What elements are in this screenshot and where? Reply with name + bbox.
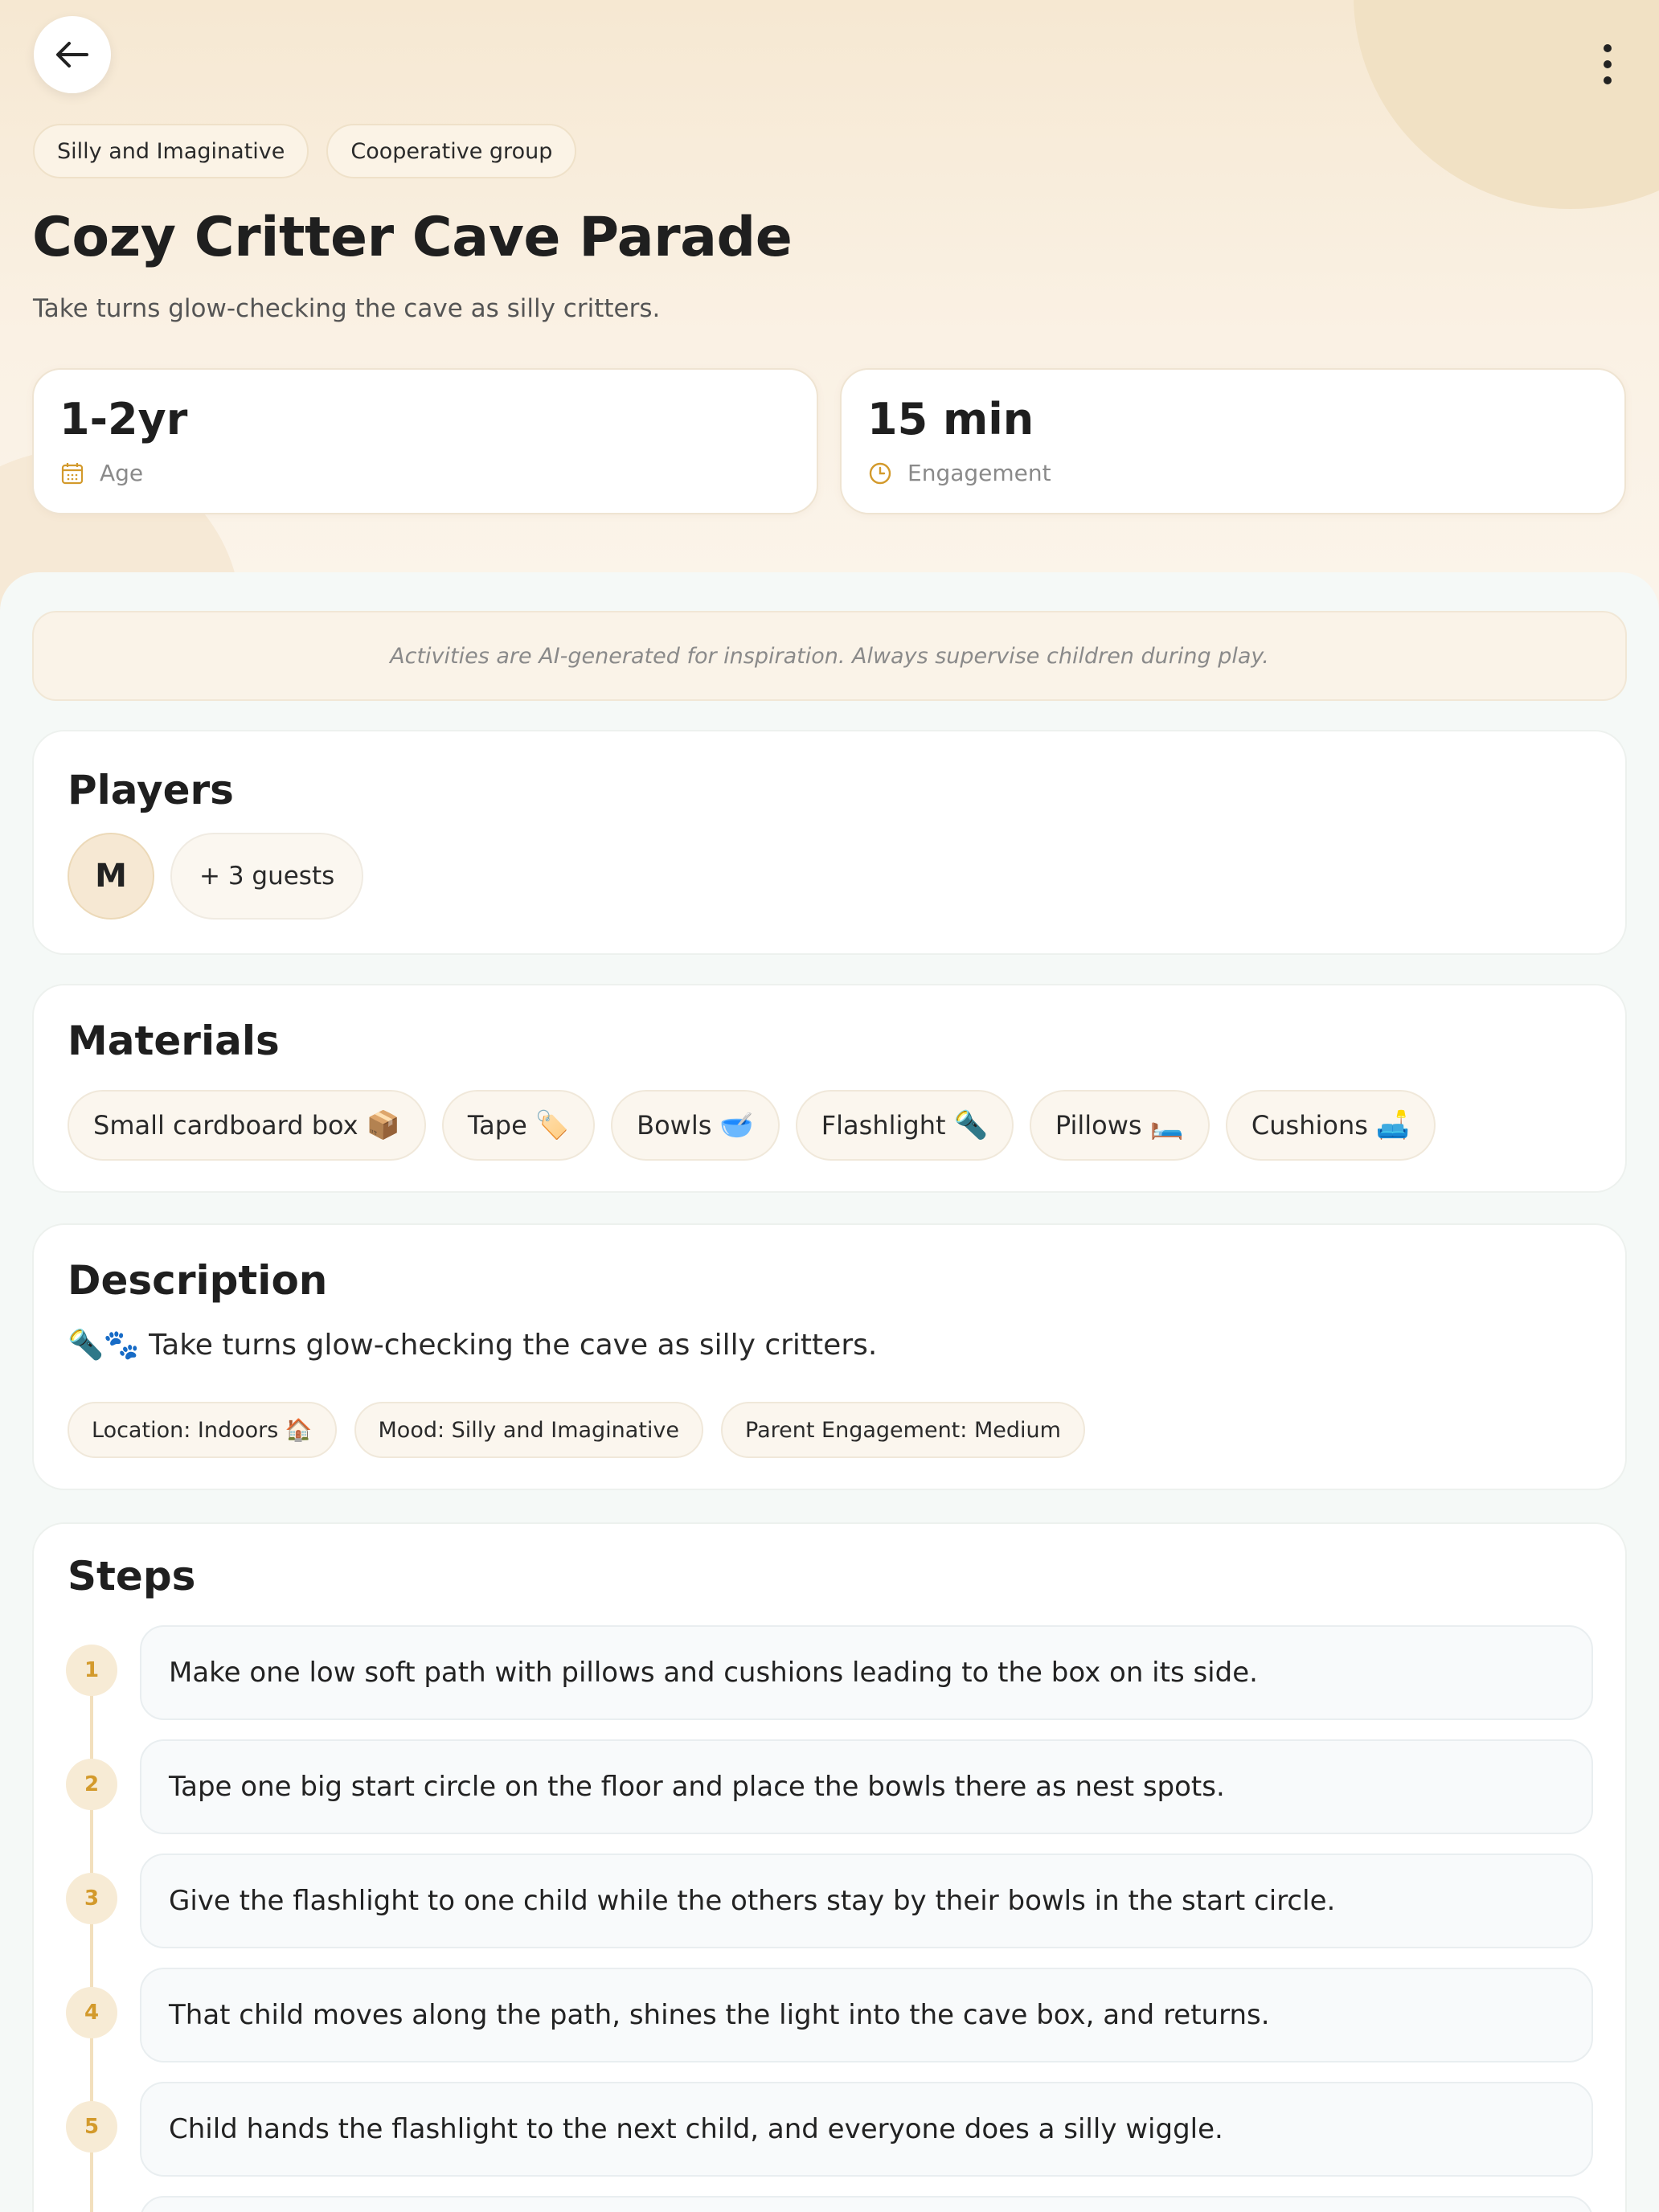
age-value: 1-2yr	[59, 394, 188, 444]
flashlight-paw-icon: 🔦🐾	[68, 1329, 140, 1362]
flashlight-icon: 🔦	[953, 1109, 988, 1141]
calendar-icon	[59, 461, 85, 486]
tag-mood: Silly and Imaginative	[33, 124, 309, 178]
box-icon: 📦	[366, 1109, 400, 1141]
description-text: Take turns glow-checking the cave as silly critters.	[149, 1329, 878, 1362]
steps-heading: Steps	[68, 1553, 196, 1600]
description-card	[32, 1223, 1627, 1490]
tag-group: Cooperative group	[326, 124, 576, 178]
tape-icon: 🏷️	[535, 1109, 570, 1141]
engagement-value: 15 min	[867, 394, 1034, 444]
bed-icon: 🛏️	[1149, 1109, 1184, 1141]
material-label: Bowls	[637, 1110, 712, 1141]
step-number: 3	[66, 1873, 117, 1924]
guests-chip[interactable]: + 3 guests	[170, 833, 363, 920]
material-label: Flashlight	[821, 1110, 946, 1141]
description-text-row	[68, 1328, 877, 1362]
ai-disclaimer: Activities are AI-generated for inspiration. Always supervise children during play.	[32, 611, 1627, 701]
meta-location: Location: Indoors 🏠	[68, 1402, 337, 1458]
step-item: Tape one big start circle on the floor and place the bowls there as nest spots.	[140, 1739, 1593, 1834]
step-number: 1	[66, 1645, 117, 1696]
more-vertical-icon	[1601, 43, 1614, 85]
material-label: Cushions	[1251, 1110, 1368, 1141]
material-chip	[1226, 1090, 1436, 1161]
page-title: Cozy Critter Cave Parade	[32, 206, 793, 269]
couch-icon: 🛋️	[1375, 1109, 1411, 1141]
material-label: Small cardboard box	[93, 1110, 358, 1141]
clock-icon	[867, 461, 893, 486]
activity-tags	[33, 124, 576, 178]
arrow-left-icon	[51, 34, 93, 76]
engagement-label: Engagement	[907, 460, 1051, 486]
materials-heading: Materials	[68, 1018, 280, 1064]
age-stat-card	[32, 368, 818, 514]
players-card	[32, 730, 1627, 955]
materials-list	[68, 1090, 1436, 1161]
players-heading: Players	[68, 767, 234, 813]
meta-mood: Mood: Silly and Imaginative	[354, 1402, 704, 1458]
step-item: Child hands the flashlight to the next child, and everyone does a silly wiggle.	[140, 2082, 1593, 2177]
page-subtitle: Take turns glow-checking the cave as silly critters.	[33, 294, 661, 323]
material-chip	[1030, 1090, 1210, 1161]
meta-parent-engagement: Parent Engagement: Medium	[721, 1402, 1085, 1458]
description-heading: Description	[68, 1257, 328, 1304]
material-chip	[68, 1090, 426, 1161]
back-button[interactable]	[34, 16, 111, 93]
step-number: 5	[66, 2101, 117, 2153]
description-meta	[68, 1402, 1085, 1458]
more-options-button[interactable]	[1590, 39, 1625, 90]
materials-card	[32, 984, 1627, 1193]
material-label: Pillows	[1055, 1110, 1142, 1141]
step-number: 2	[66, 1759, 117, 1810]
material-chip	[442, 1090, 595, 1161]
decorative-circle	[1354, 0, 1659, 209]
avatar[interactable]: M	[68, 833, 154, 920]
step-number: 4	[66, 1987, 117, 2038]
engagement-label-row	[867, 460, 1051, 486]
step-item: That child moves along the path, shines the light into the cave box, and returns.	[140, 1968, 1593, 2062]
material-chip	[796, 1090, 1014, 1161]
step-item: Give the flashlight to one child while the others stay by their bowls in the start circle.	[140, 1854, 1593, 1948]
engagement-stat-card	[840, 368, 1626, 514]
material-chip	[611, 1090, 780, 1161]
age-label: Age	[100, 460, 144, 486]
age-label-row	[59, 460, 143, 486]
bowl-icon: 🥣	[719, 1109, 754, 1141]
step-item-partial	[140, 2196, 1593, 2212]
material-label: Tape	[467, 1110, 527, 1141]
step-item: Make one low soft path with pillows and cushions leading to the box on its side.	[140, 1625, 1593, 1720]
